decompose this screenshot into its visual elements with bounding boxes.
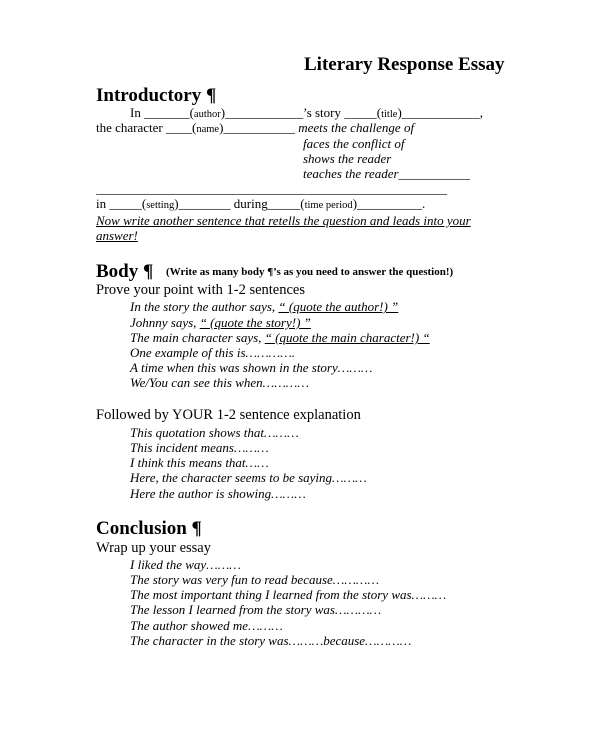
body-quote-author: In the story the author says, “ (quote the author!) ” xyxy=(130,299,399,314)
intro-option-shows: shows the reader xyxy=(303,151,392,166)
body-heading: Body ¶ xyxy=(96,261,154,282)
intro-option-faces: faces the conflict of xyxy=(303,136,405,151)
intro-option-teaches: teaches the reader___________ xyxy=(303,166,471,181)
body-example-1: One example of this is…………. xyxy=(130,345,296,360)
intro-line-character: the character ____(name)___________ meets the challenge of xyxy=(96,120,415,135)
body-example-3: We/You can see this when………… xyxy=(130,375,309,390)
intro-instruction: Now write another sentence that retells the question and leads into your xyxy=(96,213,471,228)
conclusion-line-3: The most important thing I learned from the story was……… xyxy=(130,587,447,602)
body-explanation-3: I think this means that…… xyxy=(130,455,269,470)
intro-blank-line: ______________________________________________________ xyxy=(96,181,447,196)
conclusion-line-5: The author showed me……… xyxy=(130,618,283,633)
conclusion-line-1: I liked the way……… xyxy=(130,557,241,572)
intro-line-author-title: In _______(author)____________’s story _____(title)____________, xyxy=(130,105,484,120)
body-quote-story: Johnny says, “ (quote the story!) ” xyxy=(130,315,311,330)
intro-line-setting: in _____(setting)________ during_____(time period)__________. xyxy=(96,196,426,211)
body-explanation-4: Here, the character seems to be saying……… xyxy=(130,470,367,485)
body-example-2: A time when this was shown in the story……… xyxy=(130,360,373,375)
document-title: Literary Response Essay xyxy=(304,54,505,75)
body-prove-label: Prove your point with 1-2 sentences xyxy=(96,282,306,298)
body-note: (Write as many body ¶’s as you need to answer the question!) xyxy=(166,266,454,278)
intro-heading: Introductory ¶ xyxy=(96,85,217,106)
conclusion-line-4: The lesson I learned from the story was………… xyxy=(130,602,382,617)
body-followed-label: Followed by YOUR 1-2 sentence explanation xyxy=(96,407,361,423)
intro-instruction-cont: answer! xyxy=(96,228,138,243)
body-quote-character: The main character says, “ (quote the main character!) “ xyxy=(130,330,430,345)
body-explanation-2: This incident means……… xyxy=(130,440,269,455)
conclusion-heading: Conclusion ¶ xyxy=(96,518,202,539)
conclusion-line-2: The story was very fun to read because………… xyxy=(130,572,380,587)
body-explanation-5: Here the author is showing……… xyxy=(130,486,306,501)
body-explanation-1: This quotation shows that……… xyxy=(130,425,299,440)
conclusion-line-6: The character in the story was………because………… xyxy=(130,633,412,648)
conclusion-wrap-label: Wrap up your essay xyxy=(96,540,211,556)
